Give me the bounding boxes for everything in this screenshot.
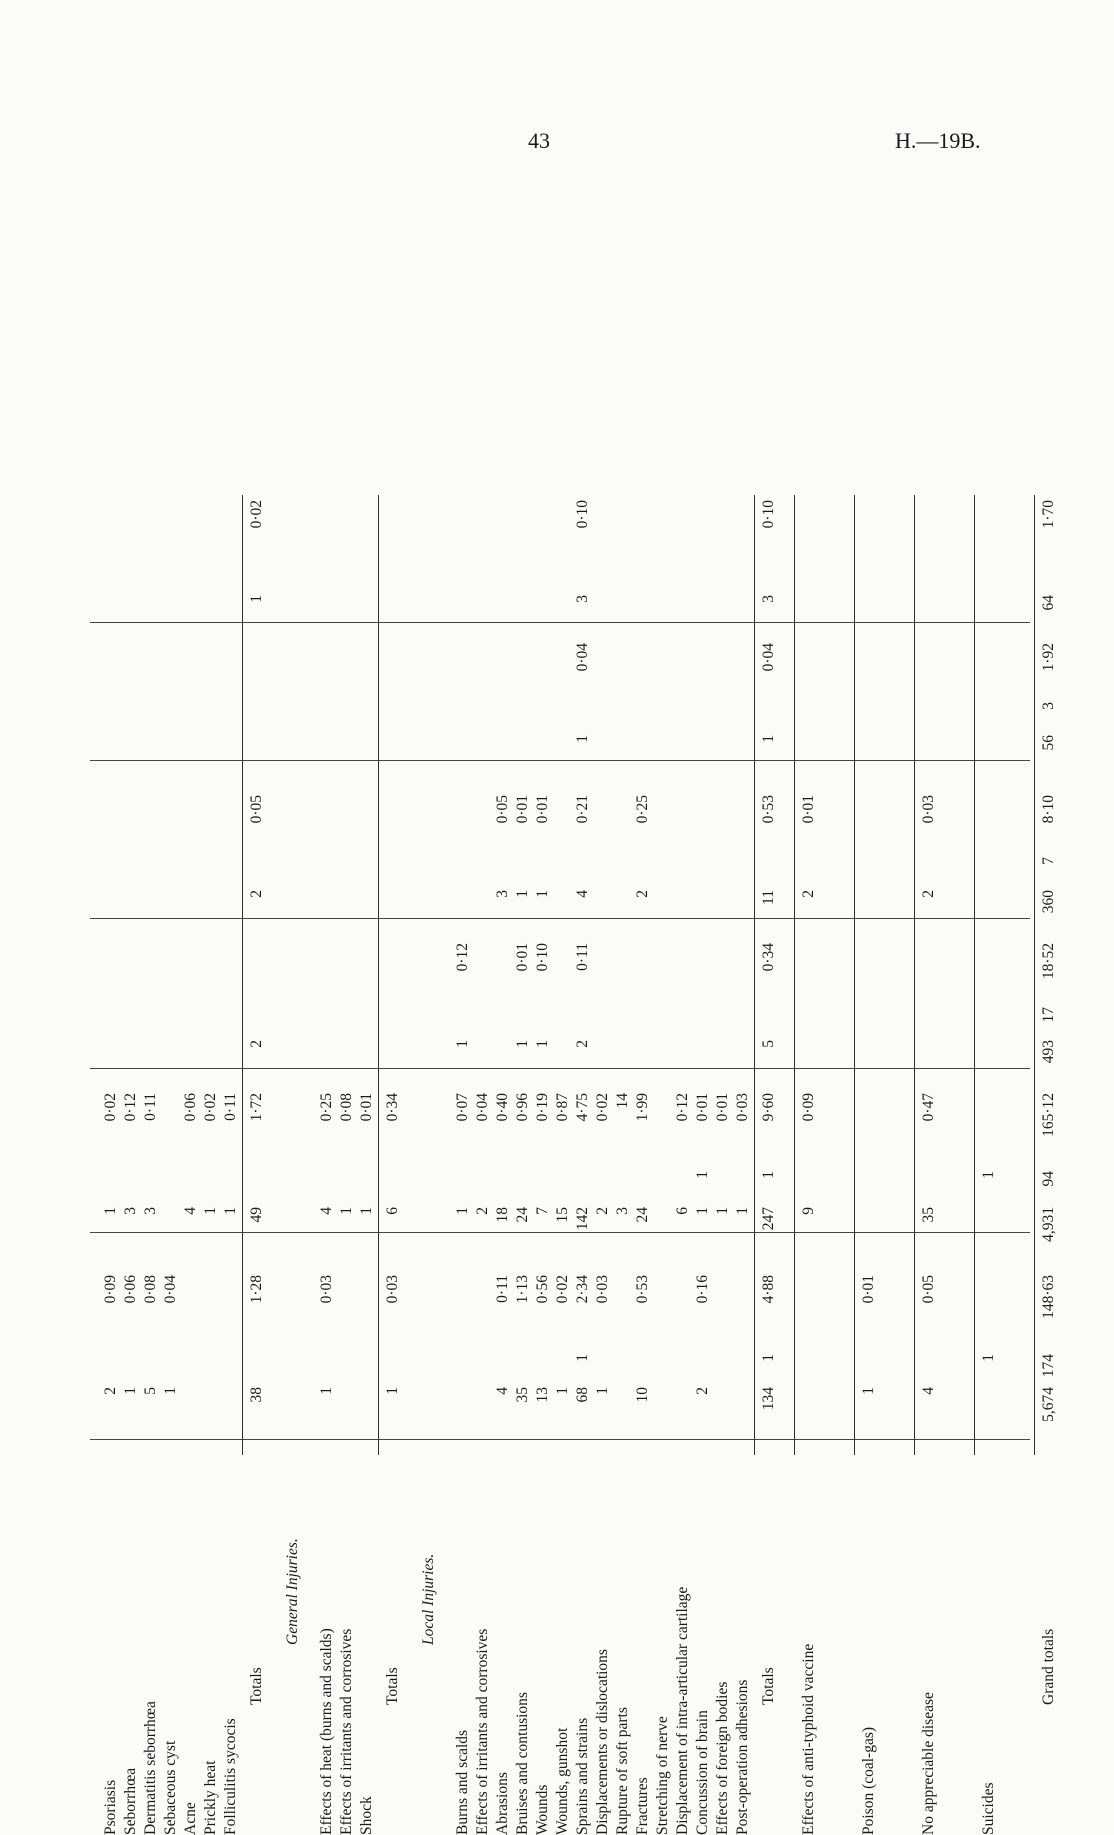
table-cell: 18 [494, 1207, 511, 1223]
table-cell: 0·16 [694, 1275, 711, 1304]
table-cell: 4·75 [574, 1093, 591, 1122]
row-label: Sebaceous cyst [162, 1740, 179, 1835]
table-cell: 1 [594, 1387, 611, 1395]
table-cell: 0·12 [122, 1093, 139, 1122]
table-cell: 1 [454, 1207, 471, 1215]
table-cell: 0·08 [142, 1275, 159, 1304]
table-cell: 1 [554, 1387, 571, 1395]
table-cell: 0·34 [384, 1093, 401, 1122]
table-cell: 4 [318, 1207, 335, 1215]
table-cell: 1·92 [1040, 643, 1057, 672]
table-cell: 2 [594, 1207, 611, 1215]
row-label: Abrasions [494, 1772, 511, 1835]
table-cell: 2 [634, 890, 651, 898]
table-cell: 0·10 [534, 943, 551, 972]
table-cell: 0·11 [222, 1093, 239, 1121]
column-rule [90, 918, 1030, 919]
row-label: Post-operation adhesions [734, 1679, 751, 1835]
table-cell: 1 [734, 1207, 751, 1215]
table-cell: 2 [248, 1040, 265, 1048]
row-rule [914, 495, 915, 1455]
table-cell: 68 [574, 1387, 591, 1403]
table-cell: 4·88 [760, 1275, 777, 1304]
row-label: Wounds, gunshot [554, 1727, 571, 1835]
table-cell: 3 [614, 1207, 631, 1215]
table-cell: 8·10 [1040, 795, 1057, 824]
table-cell: 1 [860, 1387, 877, 1395]
table-cell: 0·02 [202, 1093, 219, 1122]
table-cell: 1 [514, 1040, 531, 1048]
table-cell: 1 [980, 1171, 997, 1179]
table-cell: 24 [634, 1207, 651, 1223]
table-cell: 0·53 [634, 1275, 651, 1304]
table-cell: 0·12 [454, 943, 471, 972]
table-cell: 0·25 [318, 1093, 335, 1122]
table-cell: 0·19 [534, 1093, 551, 1122]
rotated-table-stage [90, 175, 1057, 1835]
row-label: Psoriasis [102, 1779, 119, 1835]
table-cell: 0·01 [514, 943, 531, 972]
row-label: Rupture of soft parts [614, 1707, 631, 1835]
table-cell: 1 [534, 1040, 551, 1048]
table-cell: 0·25 [634, 795, 651, 824]
table-cell: 360 [1040, 890, 1057, 914]
table-cell: 0·10 [574, 500, 591, 529]
table-cell: 3 [760, 595, 777, 603]
table-cell: 1·72 [248, 1093, 265, 1122]
column-rule [90, 622, 1030, 623]
column-rule [90, 1068, 1030, 1069]
table-cell: 174 [1040, 1354, 1057, 1378]
table-cell: 165·12 [1040, 1093, 1057, 1137]
row-label: Displacements or dislocations [594, 1649, 611, 1835]
table-cell: 0·96 [514, 1093, 531, 1122]
row-label: Effects of irritants and corrosives [338, 1628, 355, 1835]
table-cell: 7 [1040, 857, 1057, 865]
table-cell: 5 [142, 1387, 159, 1395]
table-cell: 11 [760, 890, 777, 905]
row-label: Prickly heat [202, 1760, 219, 1835]
table-cell: 0·53 [760, 795, 777, 824]
row-label: Displacement of intra-articular cartilage [674, 1586, 691, 1835]
table-cell: 2 [474, 1207, 491, 1215]
table-cell: 17 [1040, 1007, 1057, 1023]
table-cell: 493 [1040, 1040, 1057, 1064]
table-cell: 1 [102, 1207, 119, 1215]
table-cell: 3 [494, 890, 511, 898]
table-cell: 3 [1040, 702, 1057, 710]
table-cell: 0·01 [800, 795, 817, 824]
row-label: Burns and scalds [454, 1729, 471, 1835]
table-cell: 94 [1040, 1171, 1057, 1187]
document-reference: H.—19B. [895, 128, 981, 153]
row-label: Effects of anti-typhoid vaccine [800, 1643, 817, 1835]
row-rule [378, 495, 379, 1455]
table-cell: 7 [534, 1207, 551, 1215]
table-cell: 0·05 [920, 1275, 937, 1304]
table-cell: 1 [574, 1354, 591, 1362]
table-cell: 1·70 [1040, 500, 1057, 529]
row-rule [754, 495, 755, 1455]
row-label: Bruises and contusions [514, 1692, 531, 1835]
table-cell: 148·63 [1040, 1275, 1057, 1319]
table-cell: 0·34 [760, 943, 777, 972]
table-cell: 2 [920, 890, 937, 898]
table-cell: 2·34 [574, 1275, 591, 1304]
table-cell: 4 [920, 1387, 937, 1395]
table-cell: 9 [800, 1207, 817, 1215]
table-cell: 49 [248, 1207, 265, 1223]
table-cell: 0·02 [248, 500, 265, 529]
row-label: Wounds [534, 1784, 551, 1835]
table-cell: 0·05 [494, 795, 511, 824]
table-cell: 56 [1040, 735, 1057, 751]
table-cell: 0·87 [554, 1093, 571, 1122]
row-label: Effects of irritants and corrosives [474, 1628, 491, 1835]
table-cell: 1 [694, 1171, 711, 1179]
table-cell: 1 [454, 1040, 471, 1048]
table-cell: 2 [574, 1040, 591, 1048]
table-cell: 3 [142, 1207, 159, 1215]
table-cell: 2 [248, 890, 265, 898]
row-label: Totals [248, 1667, 265, 1705]
table-cell: 0·04 [162, 1275, 179, 1304]
row-label: Poison (coal-gas) [860, 1726, 877, 1835]
table-cell: 1 [338, 1207, 355, 1215]
table-cell: 1 [318, 1387, 335, 1395]
table-cell: 4 [494, 1387, 511, 1395]
table-cell: 1·28 [248, 1275, 265, 1304]
table-cell: 0·01 [860, 1275, 877, 1304]
row-label: Totals [384, 1667, 401, 1705]
table-cell: 5 [760, 1040, 777, 1048]
table-cell: 0·21 [574, 795, 591, 824]
table-cell: 0·06 [182, 1093, 199, 1122]
table-cell: 0·11 [494, 1275, 511, 1303]
table-cell: 0·01 [714, 1093, 731, 1122]
row-rule [974, 495, 975, 1455]
table-cell: 2 [102, 1387, 119, 1395]
table-cell: 4,931 [1040, 1207, 1057, 1242]
table-cell: 0·04 [574, 643, 591, 672]
column-rule [90, 760, 1030, 761]
table-cell: 0·08 [338, 1093, 355, 1122]
table-cell: 247 [760, 1207, 777, 1231]
table-cell: 0·10 [760, 500, 777, 529]
row-label: Totals [760, 1667, 777, 1705]
table-cell: 1 [358, 1207, 375, 1215]
table-cell: 1·13 [514, 1275, 531, 1304]
row-label: Sprains and strains [574, 1717, 591, 1835]
row-rule [1034, 495, 1035, 1455]
table-cell: 24 [514, 1207, 531, 1223]
table-cell: 1 [694, 1207, 711, 1215]
table-cell: 4 [574, 890, 591, 898]
table-cell: 1·99 [634, 1093, 651, 1122]
table-cell: 0·01 [358, 1093, 375, 1122]
table-cell: 0·02 [594, 1093, 611, 1122]
table-cell: 0·11 [574, 943, 591, 971]
table-cell: 38 [248, 1387, 265, 1403]
row-label: Suicides [980, 1782, 997, 1835]
table-cell: 10 [634, 1387, 651, 1403]
row-label: Effects of foreign bodies [714, 1681, 731, 1835]
section-heading: General Injuries. [284, 1538, 301, 1645]
table-cell: 4 [182, 1207, 199, 1215]
table-cell: 1 [122, 1387, 139, 1395]
table-cell: 0·03 [734, 1093, 751, 1122]
statistics-table [90, 175, 1057, 1835]
table-cell: 0·05 [248, 795, 265, 824]
row-label: Fractures [634, 1777, 651, 1835]
table-cell: 35 [514, 1387, 531, 1403]
table-cell: 9·60 [760, 1093, 777, 1122]
table-cell: 1 [760, 1354, 777, 1362]
table-cell: 0·04 [474, 1093, 491, 1122]
table-cell: 1 [760, 1171, 777, 1179]
table-cell: 18·52 [1040, 943, 1057, 980]
table-cell: 0·09 [800, 1093, 817, 1122]
table-cell: 13 [534, 1387, 551, 1403]
table-cell: 1 [514, 890, 531, 898]
table-cell: 0·02 [102, 1093, 119, 1122]
row-label: Acne [182, 1802, 199, 1835]
row-label: Seborrhœa [122, 1767, 139, 1835]
table-cell: 0·04 [760, 643, 777, 672]
row-label: Effects of heat (burns and scalds) [318, 1628, 335, 1835]
page-number: 43 [528, 128, 550, 153]
table-cell: 134 [760, 1387, 777, 1411]
table-cell: 0·03 [594, 1275, 611, 1304]
table-cell: 6 [674, 1207, 691, 1215]
row-rule [854, 495, 855, 1455]
table-cell: 0·40 [494, 1093, 511, 1122]
table-cell: 15 [554, 1207, 571, 1223]
row-label: Shock [358, 1796, 375, 1835]
table-cell: 1 [248, 595, 265, 603]
table-cell: 0·07 [454, 1093, 471, 1122]
table-cell: 0·02 [554, 1275, 571, 1304]
table-cell: 0·47 [920, 1093, 937, 1122]
row-label: No appreciable disease [920, 1692, 937, 1835]
table-cell: 2 [800, 890, 817, 898]
row-label: Grand totals [1040, 1628, 1057, 1705]
table-cell: 0·01 [514, 795, 531, 824]
table-cell: 2 [694, 1387, 711, 1395]
table-cell: 0·01 [534, 795, 551, 824]
row-label: Concussion of brain [694, 1710, 711, 1835]
row-label: Dermatitis seborrhœa [142, 1701, 159, 1835]
table-cell: 35 [920, 1207, 937, 1223]
row-rule [242, 495, 243, 1455]
table-cell: 1 [202, 1207, 219, 1215]
table-cell: 0·11 [142, 1093, 159, 1121]
table-cell: 1 [574, 735, 591, 743]
table-cell: 14 [614, 1093, 631, 1109]
table-cell: 0·12 [674, 1093, 691, 1122]
table-cell: 3 [574, 595, 591, 603]
table-cell: 1 [714, 1207, 731, 1215]
row-label: Stretching of nerve [654, 1716, 671, 1835]
table-cell: 64 [1040, 595, 1057, 611]
table-cell: 0·03 [318, 1275, 335, 1304]
table-cell: 6 [384, 1207, 401, 1215]
table-cell: 3 [122, 1207, 139, 1215]
table-cell: 0·06 [122, 1275, 139, 1304]
row-label: Folliculitis sycocis [222, 1718, 239, 1835]
table-cell: 142 [574, 1207, 591, 1231]
table-cell: 1 [534, 890, 551, 898]
table-cell: 1 [162, 1387, 179, 1395]
table-cell: 1 [980, 1354, 997, 1362]
section-heading: Local Injuries. [420, 1553, 437, 1645]
table-cell: 0·56 [534, 1275, 551, 1304]
table-cell: 1 [760, 735, 777, 743]
table-cell: 0·01 [694, 1093, 711, 1122]
table-cell: 1 [384, 1387, 401, 1395]
table-cell: 0·09 [102, 1275, 119, 1304]
table-cell: 0·03 [384, 1275, 401, 1304]
row-rule [794, 495, 795, 1455]
table-cell: 0·03 [920, 795, 937, 824]
table-cell: 1 [222, 1207, 239, 1215]
table-cell: 5,674 [1040, 1387, 1057, 1422]
